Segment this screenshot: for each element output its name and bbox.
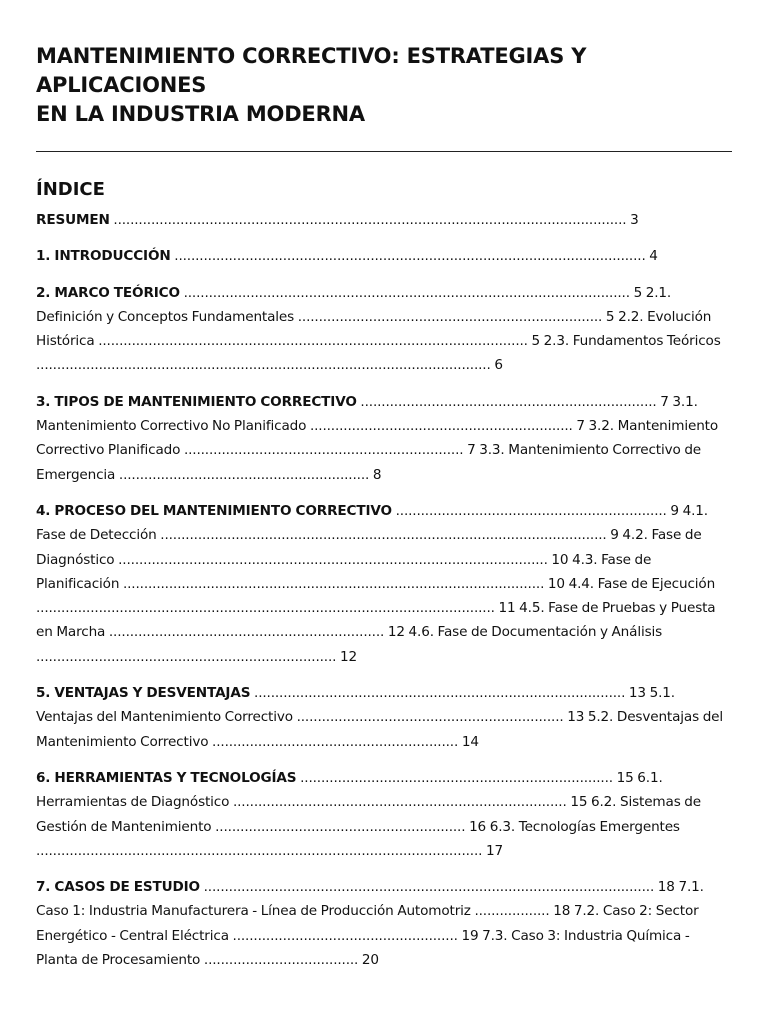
table-of-contents — [36, 208, 732, 972]
toc-subsections: ................................................................................................................. 4 — [170, 248, 658, 265]
toc-entry-proceso-mantenimiento — [36, 499, 732, 669]
document-title — [36, 42, 732, 129]
toc-section-title: 2. MARCO TEÓRICO — [36, 284, 180, 301]
toc-section-title: 3. TIPOS DE MANTENIMIENTO CORRECTIVO — [36, 393, 357, 410]
toc-subsections: ......................................................................................... 13 5.1. Ventajas del Mantenimiento Correctivo ................................................................ 13 5.2. Desventajas del Mantenimiento Correctivo ........................................................... 14 — [36, 685, 724, 750]
toc-entry-resumen — [36, 208, 732, 232]
toc-subsections: ............................................................................................................ 18 7.1. Caso 1: Industria Manufacturera - Línea de Producción Automotriz .................. 18 7.2. Caso 2: Sector Energético - Central Eléctrica ...................................................... 19 7.3. Caso 3: Industria Química - Planta de Procesamiento ..................................... 20 — [36, 879, 704, 969]
toc-subsections: ....................................................................... 7 3.1. Mantenimiento Correctivo No Planificado ............................................................... 7 3.2. Mantenimiento Correctivo Planificado ................................................................... 7 3.3. Mantenimiento Correctivo de Emergencia ............................................................ 8 — [36, 393, 719, 483]
toc-section-title: 4. PROCESO DEL MANTENIMIENTO CORRECTIVO — [36, 502, 392, 519]
toc-section-title: RESUMEN — [36, 212, 110, 228]
toc-entry-herramientas-tecnologias — [36, 766, 732, 863]
toc-section-title: 6. HERRAMIENTAS Y TECNOLOGÍAS — [36, 769, 297, 786]
toc-entry-tipos-mantenimiento — [36, 390, 732, 487]
toc-section-title: 5. VENTAJAS Y DESVENTAJAS — [36, 685, 251, 702]
toc-subsections: ........................................................................................................... 5 2.1. Definición y Conceptos Fundamentales ......................................................................... 5 2.2. Evolución Histórica ....................................................................................................... 5 2.3. Fundamentos Teóricos ............................................................................................................. 6 — [36, 284, 721, 374]
toc-entry-introduccion — [36, 244, 732, 268]
document-title-line-2: EN LA INDUSTRIA MODERNA — [36, 102, 365, 126]
toc-entry-marco-teorico — [36, 281, 732, 378]
toc-subsections: ........................................................................... 15 6.1. Herramientas de Diagnóstico ................................................................................ 15 6.2. Sistemas de Gestión de Mantenimiento ............................................................ 16 6.3. Tecnologías Emergentes ........................................................................................................... 17 — [36, 769, 701, 859]
toc-section-title: 1. INTRODUCCIÓN — [36, 248, 171, 265]
title-divider — [36, 151, 732, 152]
toc-subsections: ........................................................................................................................... 3 — [109, 212, 639, 228]
document-title-line-1: MANTENIMIENTO CORRECTIVO: ESTRATEGIAS Y APLICACIONES — [36, 44, 587, 97]
toc-entry-casos-estudio — [36, 875, 732, 972]
toc-entry-ventajas-desventajas — [36, 681, 732, 754]
toc-section-title: 7. CASOS DE ESTUDIO — [36, 879, 200, 896]
toc-subsections: ................................................................. 9 4.1. Fase de Detección ........................................................................................................... 9 4.2. Fase de Diagnóstico ....................................................................................................... 10 4.3. Fase de Planificación ..................................................................................................... 10 4.4. Fase de Ejecución .............................................................................................................. 11 4.5. Fase de Pruebas y Puesta en Marcha .................................................................. 12 4.6. Fase de Documentación y Análisis ........................................................................ 12 — [36, 502, 716, 665]
index-heading: ÍNDICE — [36, 179, 105, 200]
